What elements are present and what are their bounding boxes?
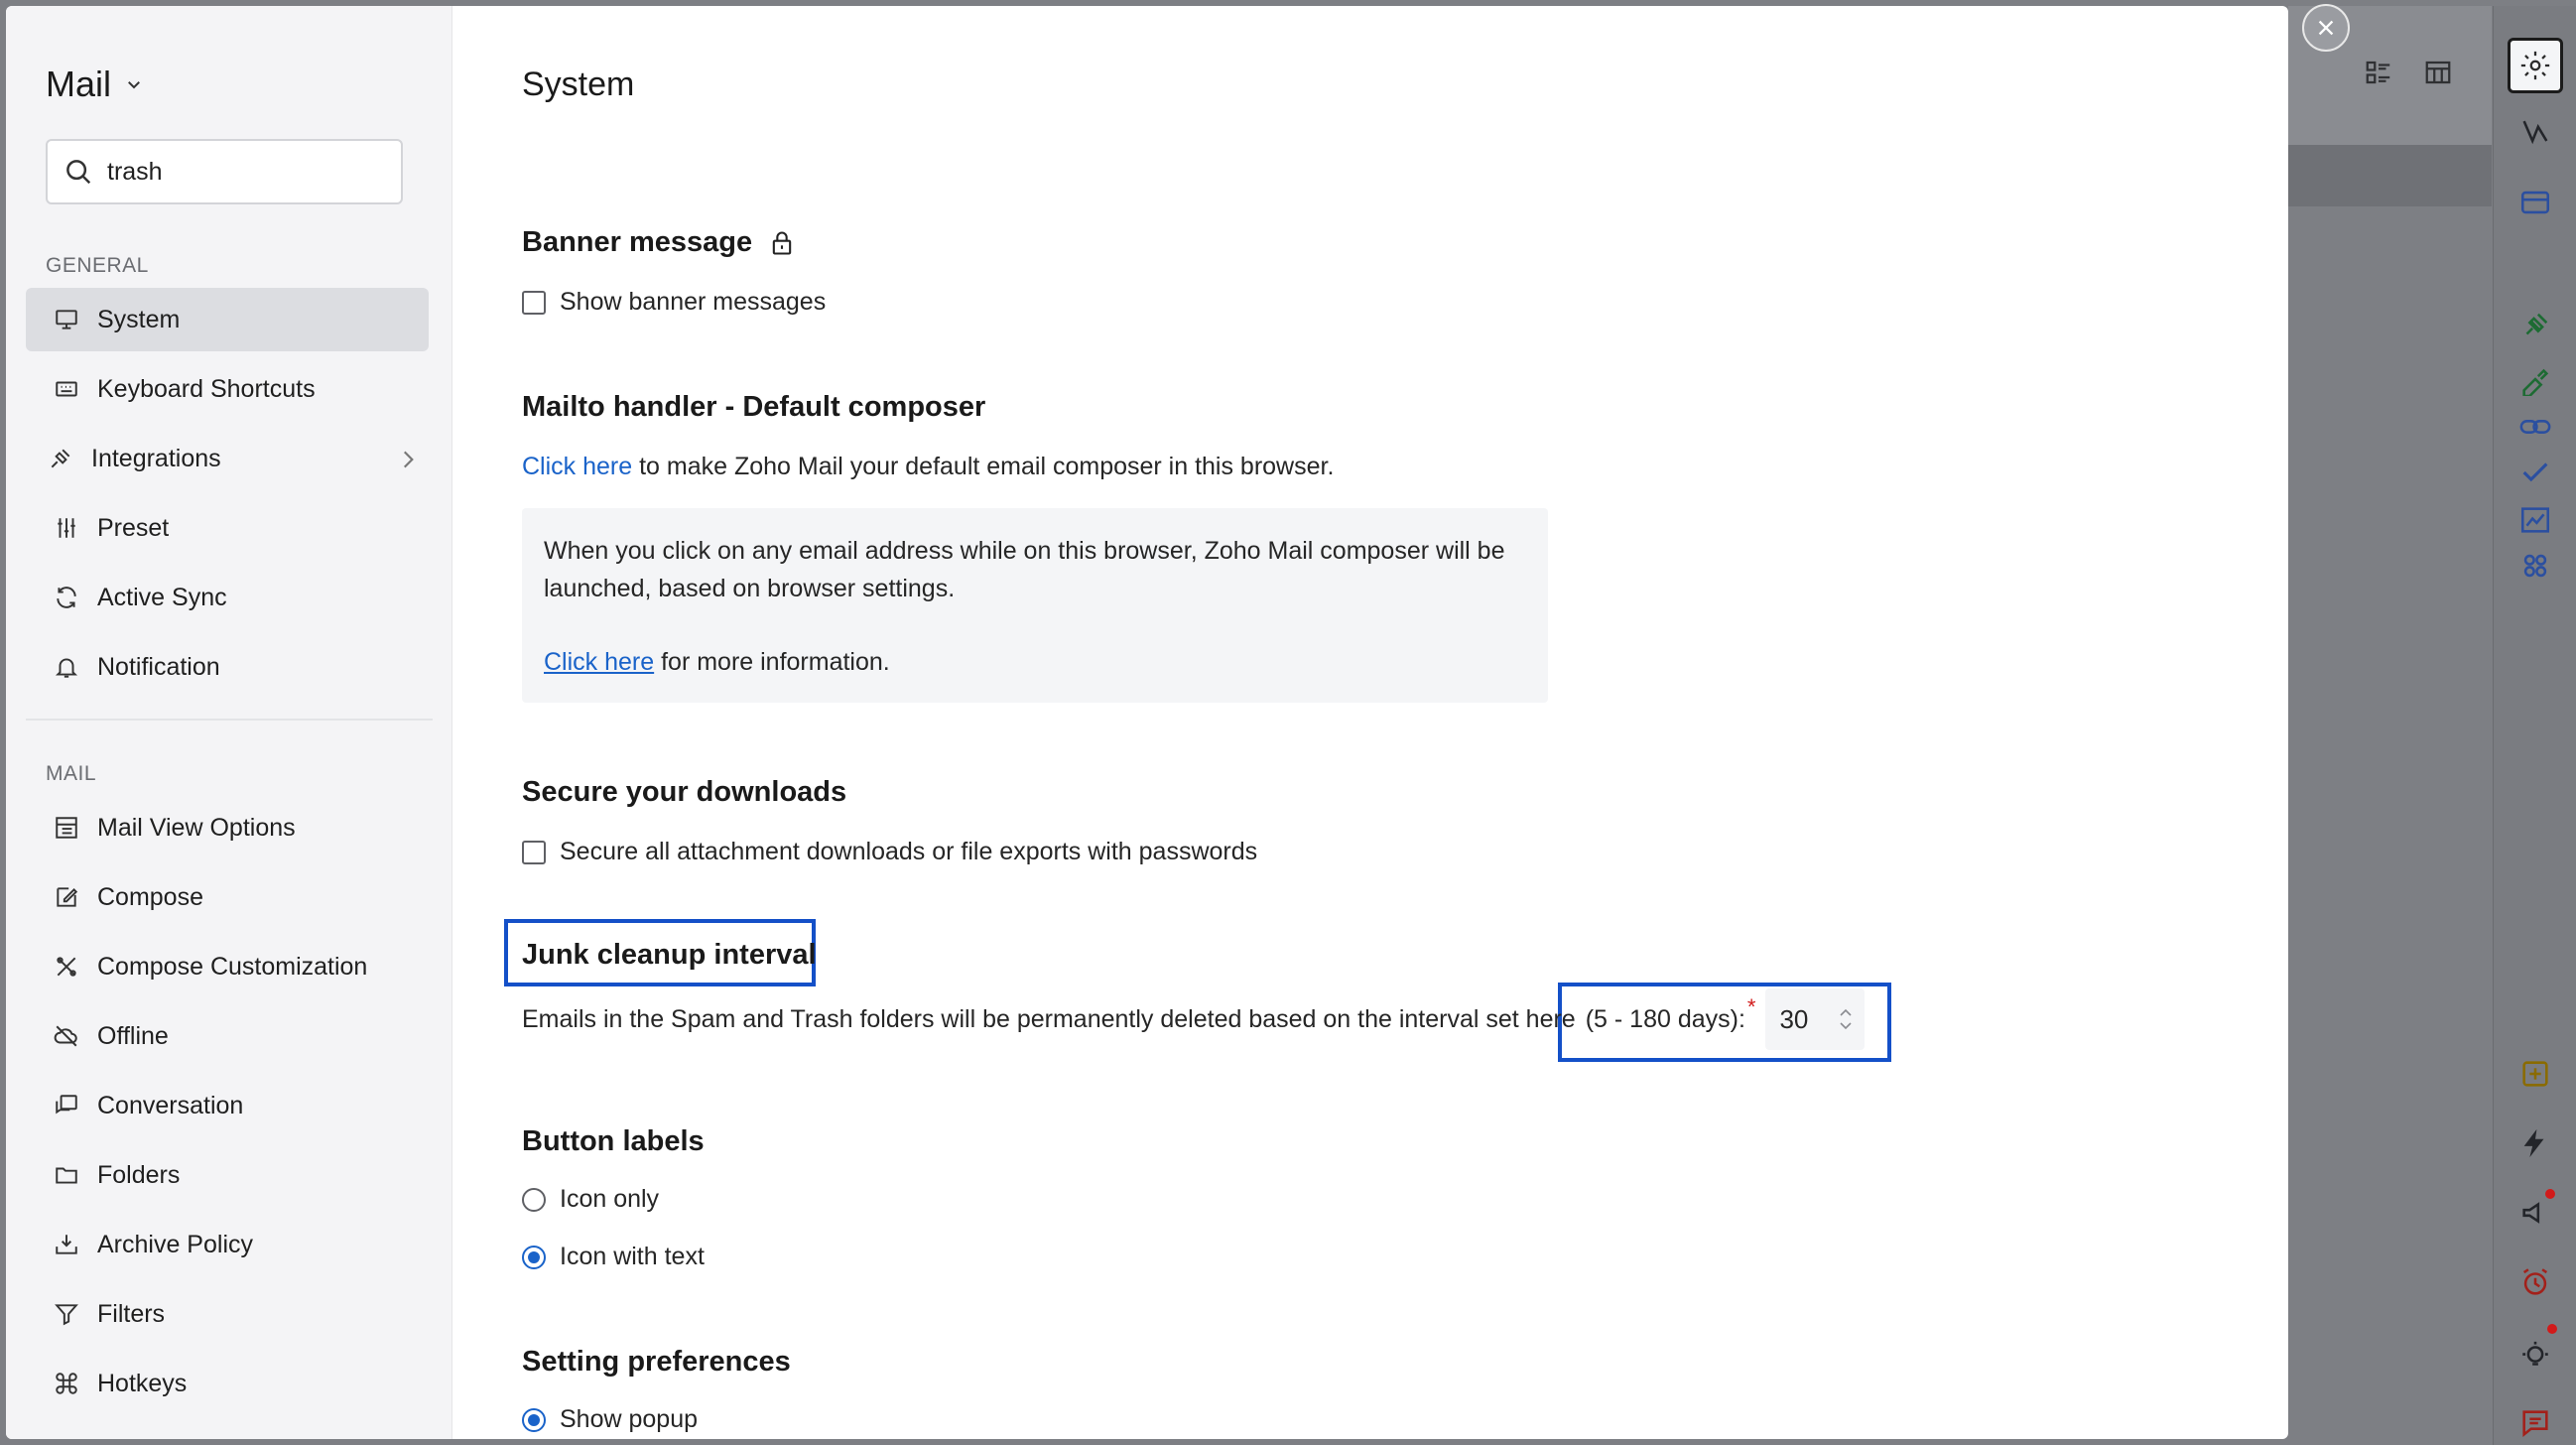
junk-interval-value: 30 [1779,1003,1809,1034]
close-settings-button[interactable] [2302,4,2350,52]
show-banner-checkbox-row[interactable] [522,288,826,317]
button-labels-title: Button labels [522,1125,705,1157]
sidebar-item-label: Offline [97,1021,169,1050]
app-title: Mail [46,64,112,104]
sidebar-item-label: System [97,305,181,333]
show-popup-label: Show popup [560,1405,699,1433]
sidebar-item-label: Keyboard Shortcuts [97,374,316,403]
required-asterisk: * [1746,994,1756,1019]
secure-downloads-checkbox-row[interactable] [522,838,1257,866]
sidebar-item-label: Preset [97,513,170,542]
banner-title-text: Banner message [522,226,753,258]
sidebar-item-label: Active Sync [97,583,227,611]
sidebar-item-label: Conversation [97,1091,244,1119]
mailto-section-title: Mailto handler - Default composer [522,391,986,423]
chat-icon[interactable] [2515,1403,2555,1443]
show-banner-label: Show banner messages [560,288,827,316]
columns-view-icon[interactable] [2423,58,2453,95]
sidebar-item-label: Compose Customization [97,952,368,981]
section-header-general: GENERAL [46,254,149,277]
settings-modal [6,6,2288,1439]
junk-range-label: (5 - 180 days): [1585,1004,1745,1033]
show-popup-radio[interactable] [522,1408,546,1432]
page-title: System [522,66,635,103]
icon-only-label: Icon only [560,1185,660,1213]
icon-with-text-label: Icon with text [560,1243,705,1270]
mailto-click-here-link[interactable]: Click here [522,453,633,480]
settings-gear-icon[interactable] [2508,38,2563,93]
junk-cleanup-title: Junk cleanup interval [522,939,817,971]
sidebar-item-label: Archive Policy [97,1230,253,1258]
more-info-link[interactable]: Click here [544,648,655,676]
vault-icon[interactable] [2515,111,2555,151]
icon-with-text-radio-row[interactable] [522,1243,705,1271]
close-icon [2315,17,2337,39]
mailto-description-text: to make Zoho Mail your default email composer in this browser. [632,453,1335,480]
lock-icon [768,228,796,258]
show-banner-checkbox[interactable] [522,291,546,315]
icon-with-text-radio[interactable] [522,1246,546,1269]
banner-section-title [522,226,796,259]
secure-downloads-title: Secure your downloads [522,776,847,808]
sidebar-item-label: Filters [97,1299,166,1328]
list-view-icon[interactable] [2364,58,2393,95]
announcement-icon[interactable] [2515,1193,2555,1233]
tasks-check-icon[interactable] [2515,453,2555,492]
right-dock [2493,6,2576,1445]
mailto-info-link-row [544,643,1526,681]
mailto-description [522,453,1334,481]
settings-content [6,6,2288,1439]
number-stepper[interactable] [1839,1007,1853,1031]
icon-only-radio[interactable] [522,1188,546,1212]
theme-bulb-icon[interactable] [2515,1336,2555,1376]
alarm-clock-icon[interactable] [2515,1262,2555,1302]
junk-cleanup-description: Emails in the Spam and Trash folders will be permanently deleted based on the interval set here [522,1004,1576,1033]
calendar-card-icon[interactable] [2515,183,2555,222]
sidebar-item-label: Mail View Options [97,813,296,842]
sidebar-item-label: Notification [97,652,220,681]
stepper-down-icon[interactable] [1839,1021,1853,1031]
show-popup-radio-row[interactable] [522,1405,698,1434]
junk-interval-input[interactable] [1765,988,1865,1050]
integration-plug-icon[interactable] [2515,306,2555,345]
secure-downloads-checkbox[interactable] [522,841,546,864]
setting-preferences-title: Setting preferences [522,1346,791,1378]
analytics-icon[interactable] [2515,500,2555,540]
sidebar-item-label: Folders [97,1160,181,1189]
lightning-icon[interactable] [2515,1123,2555,1163]
mailto-info-box [522,508,1548,703]
stepper-up-icon[interactable] [1839,1007,1853,1017]
sidebar-item-label: Hotkeys [97,1369,188,1397]
background-strip [2288,145,2492,206]
add-widget-icon[interactable] [2515,1054,2555,1094]
sign-icon[interactable] [2515,359,2555,399]
notification-dot [2545,1322,2559,1336]
notification-dot [2543,1187,2557,1201]
more-info-text: for more information. [654,648,890,676]
junk-cleanup-row [522,988,1865,1050]
section-header-mail: MAIL [46,762,97,785]
secure-downloads-label: Secure all attachment downloads or file exports with passwords [560,838,1258,865]
link-icon[interactable] [2515,407,2555,447]
icon-only-radio-row[interactable] [522,1185,659,1214]
mailto-info-text: When you click on any email address while on this browser, Zoho Mail composer will be launched, based on browser settings. [544,537,1505,602]
sidebar-item-label: Integrations [91,444,221,472]
sidebar-item-label: Compose [97,882,203,911]
apps-icon[interactable] [2515,546,2555,586]
